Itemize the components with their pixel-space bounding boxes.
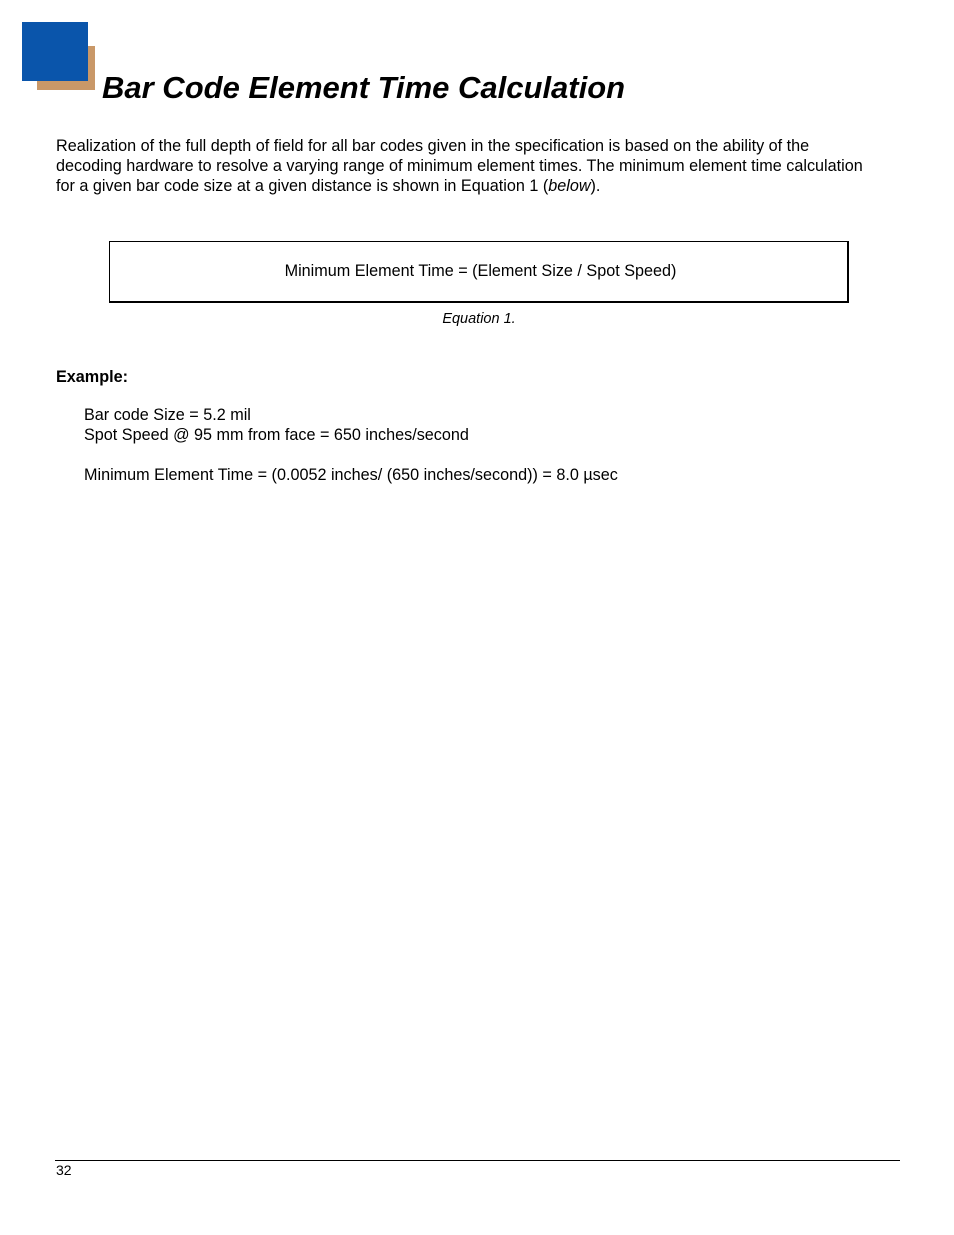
example-heading: Example: [56,368,128,386]
example-bar-code-size: Bar code Size = 5.2 mil [84,406,251,424]
example-result: Minimum Element Time = (0.0052 inches/ (650 inches/second)) = 8.0 µsec [84,466,618,484]
logo-square [22,22,88,81]
equation-box [109,241,849,303]
page-title: Bar Code Element Time Calculation [102,70,626,105]
footer-divider [55,1160,900,1161]
page-number: 32 [56,1162,72,1178]
intro-text-end: ). [590,177,601,195]
example-spot-speed: Spot Speed @ 95 mm from face = 650 inches/second [84,426,469,444]
equation-caption: Equation 1. [442,311,516,327]
intro-emphasis: below [548,177,591,195]
intro-paragraph [56,136,876,196]
equation-formula: Minimum Element Time = (Element Size / Spot Speed) [284,262,677,280]
intro-text: Realization of the full depth of field for all bar codes given in the specification is based on the ability of the decoding hardware to resolve a varying range of minimum element times. The minimum element time calculation for a given bar code size at a given distance is shown in Equation 1 ( [56,137,863,195]
